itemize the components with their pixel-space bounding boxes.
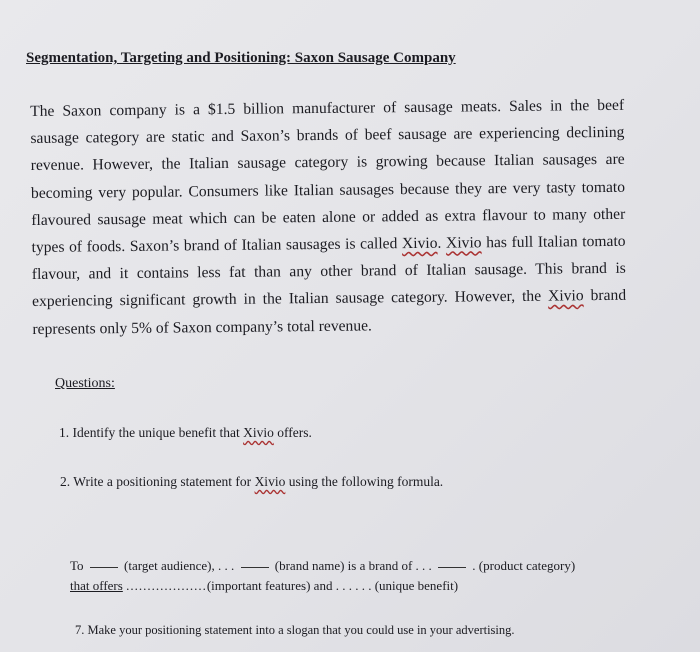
- formula-that-offers: that offers: [70, 578, 123, 593]
- paragraph-line: represents only 5% of Saxon company’s total revenue.: [32, 317, 373, 338]
- blank-line: [438, 567, 466, 568]
- paragraph-line: flavoured sausage meat which can be eaten alone or added as extra flavour to many other: [31, 205, 626, 229]
- question-7: [75, 623, 515, 638]
- question-number: 1.: [59, 425, 70, 440]
- formula-line-1: [70, 556, 575, 576]
- question-text: Write a positioning statement for: [73, 474, 255, 489]
- formula-benefit: (unique benefit): [374, 578, 459, 593]
- formula-category: . (product category): [472, 558, 576, 573]
- brand-name: Xivio: [243, 425, 274, 440]
- question-2: [60, 474, 443, 490]
- paragraph-line: sausage category are static and Saxon’s brands of beef sausage are experiencing declining: [30, 123, 625, 148]
- formula-features: (important features) and . . . . . .: [206, 578, 372, 593]
- paragraph-line: becoming very popular. Consumers like Italian sausages because they are very tasty tomato: [30, 178, 626, 202]
- document-title: Segmentation, Targeting and Positioning: Saxon Sausage Company: [26, 50, 456, 66]
- brand-name: Xivio: [445, 234, 482, 252]
- text-segment: has full Italian tomato: [481, 232, 626, 252]
- formula-brand: (brand name) is a brand of . . .: [274, 558, 432, 573]
- question-number: 7.: [75, 623, 85, 637]
- question-text: Identify the unique benefit that: [72, 425, 244, 440]
- paragraph-line: flavour, and it contains less fat than any other brand of Italian sausage. This brand is: [31, 259, 626, 284]
- case-paragraph: [30, 92, 627, 343]
- formula-target: (target audience), . . .: [124, 558, 235, 573]
- text-segment: types of foods. Saxon’s brand of Italian sausages is called: [31, 235, 403, 257]
- blank-line: [90, 567, 118, 568]
- brand-name: Xivio: [547, 287, 584, 306]
- paragraph-line: The Saxon company is a $1.5 billion manufacturer of sausage meats. Sales in the beef: [30, 96, 625, 120]
- question-number: 2.: [60, 474, 71, 489]
- question-1: [59, 425, 312, 441]
- text-segment: brand: [583, 287, 627, 305]
- formula-to: To: [70, 558, 84, 573]
- question-text: offers.: [273, 425, 312, 440]
- question-text: using the following formula.: [285, 474, 444, 489]
- question-text: Make your positioning statement into a slogan that you could use in your advertising.: [87, 623, 515, 637]
- positioning-formula: [70, 556, 575, 596]
- paragraph-line: revenue. However, the Italian sausage category is growing because Italian sausages are: [30, 151, 625, 175]
- formula-line-2: [70, 576, 575, 596]
- brand-name: Xivio: [254, 474, 286, 489]
- text-segment: .: [437, 234, 447, 252]
- text-segment: experiencing significant growth in the Italian sausage category. However, the: [32, 288, 549, 311]
- questions-heading: Questions:: [55, 376, 115, 391]
- brand-name: Xivio: [401, 234, 438, 253]
- blank-line: [241, 567, 269, 568]
- formula-dots: ...................: [126, 578, 207, 593]
